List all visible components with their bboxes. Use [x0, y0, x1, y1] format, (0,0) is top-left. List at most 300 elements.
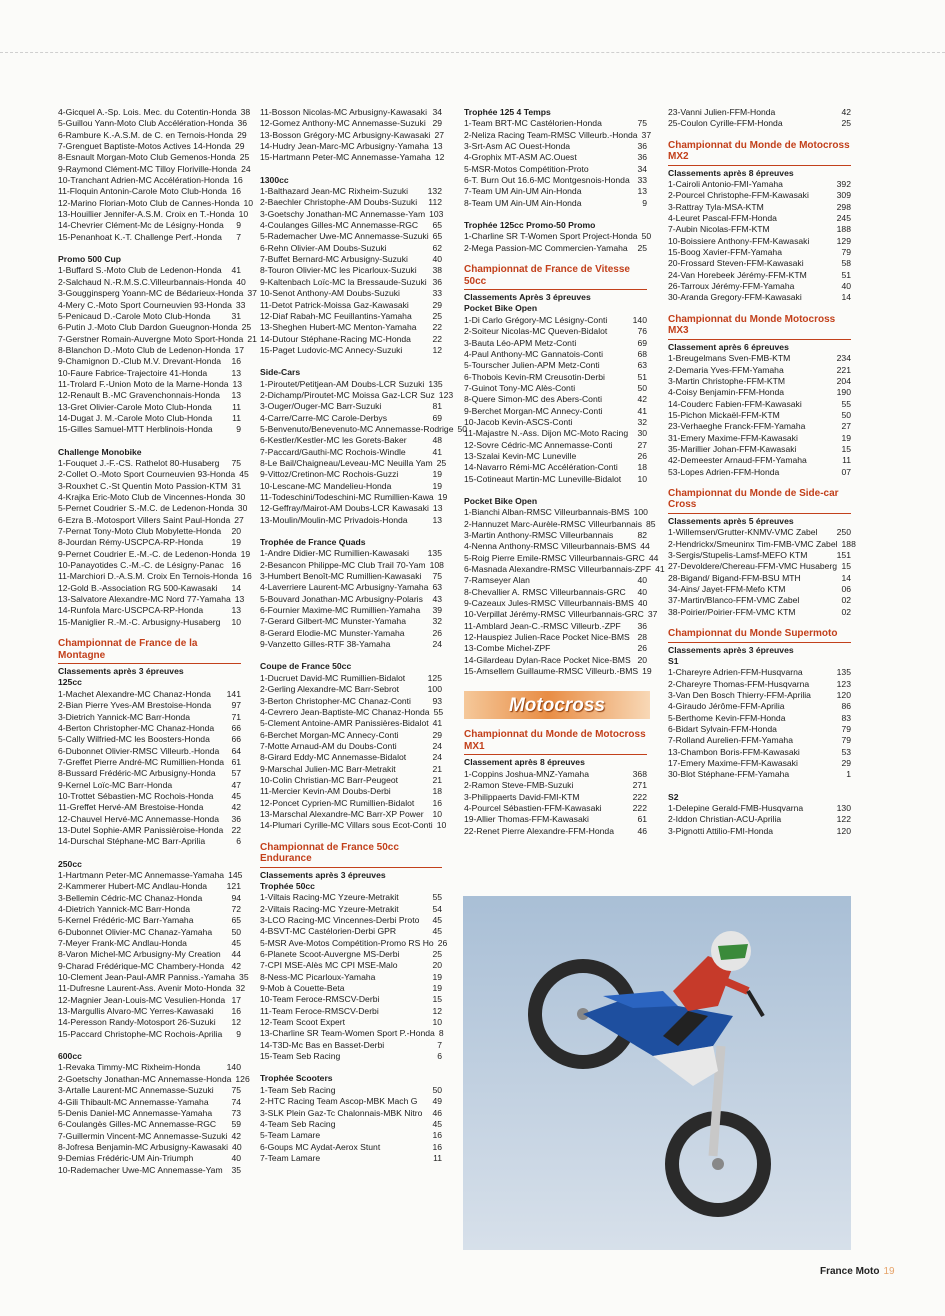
result-points: 46: [637, 825, 647, 836]
result-entry: 12-Sovre Cédric-MC Annemasse-Conti: [464, 439, 613, 450]
result-row: [668, 826, 851, 837]
class-heading: Pocket Bike Open: [464, 303, 538, 314]
result-entry: 4-Dietrich Yannick-MC Barr-Honda: [58, 904, 190, 914]
result-entry: 9-Mob à Couette-Beta: [260, 983, 345, 994]
result-row: [260, 457, 447, 469]
result-entry: 2-Iddon Christian-ACU-Aprilia: [668, 814, 782, 825]
result-points: 69: [637, 337, 647, 348]
result-row: [464, 803, 647, 814]
result-entry: 14-T3D-Mc Bas en Basset-Derbi: [260, 1039, 385, 1050]
result-row: [58, 746, 241, 757]
result-points: 100: [633, 507, 648, 518]
result-row: [58, 734, 241, 745]
result-entry: 7-Paccard/Gauthi-MC Rochois-Windle: [260, 446, 406, 457]
result-row: [260, 696, 442, 707]
result-entry: 9-Charad Frédérique-MC Chambery-Honda: [58, 960, 225, 971]
result-row: [260, 994, 442, 1005]
result-entry: 38-Poirier/Poirier-FFM-VMC KTM: [668, 606, 796, 617]
result-row: [58, 1062, 241, 1073]
result-entry: 2-Besancon Philippe-MC Club Trail 70-Yam: [260, 559, 426, 570]
result-row: [58, 1097, 241, 1108]
result-entry: 9-Vittoz/Cretinon-MC Rochois-Guzzi: [260, 469, 399, 480]
result-points: 29: [841, 757, 851, 768]
result-points: 57: [231, 768, 241, 779]
result-points: 13: [231, 390, 241, 401]
result-row: [260, 949, 442, 960]
result-points: 25: [241, 322, 252, 333]
result-row: [260, 254, 442, 265]
result-entry: 3-Humbert Benoît-MC Rumillien-Kawasaki: [260, 571, 422, 582]
result-entry: 15-Pichon Mickaël-FFM-KTM: [668, 409, 780, 420]
result-points: 40: [231, 1153, 241, 1164]
banner-label: Motocross: [508, 694, 606, 716]
result-entry: 2-Mega Passion-MC Commercien-Yamaha: [464, 242, 628, 253]
result-entry: 1-Bianchi Alban-RMSC Villeurbannais-BMS: [464, 507, 630, 518]
result-points: 112: [428, 197, 442, 208]
result-row: [668, 584, 851, 595]
result-row: [58, 129, 247, 141]
class-heading: 250cc: [58, 858, 82, 869]
result-entry: 23-Verhaeghe Franck-FFM-Yamaha: [668, 421, 806, 432]
result-points: 30: [235, 492, 246, 502]
result-points: 24: [432, 639, 442, 650]
result-points: 38: [432, 265, 442, 276]
result-points: 12: [231, 1017, 241, 1028]
result-entry: 2-Pourcel Christophe-FFM-Kawasaki: [668, 190, 809, 201]
result-row: [464, 349, 647, 360]
result-row: [260, 481, 442, 492]
result-entry: 1-Team Seb Racing: [260, 1084, 336, 1095]
result-entry: 2-Goetschy Jonathan-MC Annemasse-Honda: [58, 1073, 232, 1084]
result-row: [668, 258, 851, 269]
result-row: [668, 667, 851, 678]
result-entry: 6-T. Burn Out 16.6-MC Montgesnois-Honda: [464, 175, 630, 186]
result-entry: 4-Coulanges Gilles-MC Annemasse-RGC: [260, 220, 419, 231]
result-row: [260, 1119, 442, 1130]
result-points: 61: [637, 814, 647, 825]
result-entry: 8-Varon Michel-MC Arbusigny-My Creation: [58, 949, 221, 960]
result-points: 16: [432, 1141, 442, 1152]
result-row: [260, 809, 442, 820]
result-row: [260, 764, 442, 775]
result-row: [58, 689, 241, 700]
result-entry: 13-Sheghen Hubert-MC Menton-Yamaha: [260, 322, 417, 333]
result-entry: 3-Dietrich Yannick-MC Barr-Honda: [58, 711, 190, 722]
result-points: 392: [836, 179, 851, 190]
result-row: [668, 527, 851, 538]
result-points: 120: [836, 825, 851, 836]
result-row: [260, 288, 442, 299]
result-points: 7: [437, 1039, 442, 1050]
result-row: [260, 1006, 442, 1017]
result-entry: 2-Demaria Yves-FFM-Yamaha: [668, 364, 784, 375]
result-points: 59: [231, 1119, 241, 1130]
result-points: 34: [637, 163, 647, 174]
result-points: 61: [231, 756, 241, 767]
result-row: [58, 379, 241, 390]
result-entry: 5-Team Lamare: [260, 1130, 321, 1141]
result-row: [58, 514, 244, 526]
result-row: [58, 617, 241, 628]
result-points: 83: [841, 712, 851, 723]
result-entry: 15-Cotineaut Martin-MC Luneville-Bidalot: [464, 473, 622, 484]
result-row: [464, 326, 647, 337]
result-points: 13: [432, 503, 443, 514]
result-row: [260, 503, 442, 514]
result-points: 42: [841, 107, 851, 117]
result-row: [668, 679, 851, 690]
result-points: 85: [646, 518, 656, 529]
standings-note: Classements après 3 épreuves: [668, 644, 794, 655]
result-entry: 10-Trottet Sébastien-MC Rochois-Honda: [58, 790, 214, 801]
result-entry: 10-Panayotides C.-M.-C. de Lésigny-Panac: [58, 560, 224, 571]
result-row: [668, 353, 851, 364]
result-row: [464, 175, 647, 186]
result-entry: 1-Hartmann Peter-MC Annemasse-Yamaha: [58, 869, 225, 880]
result-points: 10: [637, 473, 647, 484]
result-points: 100: [427, 684, 442, 695]
result-points: 46: [432, 1107, 442, 1118]
result-points: 298: [836, 201, 851, 212]
result-row: [260, 983, 442, 994]
standings-note: Classements après 5 épreuves: [668, 515, 794, 526]
result-points: 11: [232, 412, 241, 423]
result-entry: 1-Delepine Gerald-FMB-Husqvarna: [668, 803, 804, 813]
result-row: [58, 814, 241, 825]
championship-title: Championnat du Monde de Motocross MX2: [668, 140, 851, 166]
result-points: 45: [231, 790, 241, 801]
championship-title: Championnat du Monde Motocross MX3: [668, 314, 851, 340]
result-entry: 6-Masnada Alexandre-RMSC Villeurbannais-ZPF: [464, 564, 652, 575]
result-row: [668, 735, 851, 746]
result-row: [668, 224, 851, 235]
class-heading: Side-Cars: [260, 367, 301, 378]
result-row: [464, 372, 647, 383]
result-entry: 1-Viltais Racing-MC Yzeure-Metrakit: [260, 892, 399, 903]
result-entry: 4-Leuret Pascal-FFM-Honda: [668, 213, 777, 224]
result-points: 44: [648, 552, 659, 563]
result-row: [260, 820, 447, 831]
result-points: 18: [637, 462, 647, 473]
results-list: [58, 1062, 250, 1175]
result-points: 63: [432, 582, 443, 593]
result-row: [58, 870, 241, 881]
result-entry: 30-Blot Stéphane-FFM-Yamaha: [668, 769, 790, 780]
result-entry: 4-Grophix MT-ASM AC.Ouest: [464, 152, 577, 163]
result-row: [464, 826, 647, 837]
result-points: 12: [432, 344, 442, 355]
result-entry: 9-Cazeaux Jules-RMSC Villeurbannais-BMS: [464, 598, 634, 609]
result-row: [260, 311, 442, 322]
result-row: [668, 433, 851, 444]
result-points: 135: [427, 548, 442, 559]
result-row: [58, 413, 241, 424]
result-entry: 3-Gougginsperg Yoann-MC de Bédarieux-Honda: [58, 288, 244, 299]
result-row: [260, 186, 442, 197]
result-row: [668, 769, 851, 780]
result-entry: 14-Plumari Cyrille-MC Villars sous Ecot-Conti: [260, 820, 433, 831]
result-entry: 7-Ramseyer Alan: [464, 575, 530, 586]
result-points: 51: [841, 269, 851, 280]
result-points: 11: [232, 401, 241, 412]
result-points: 29: [432, 299, 442, 310]
result-entry: 6-Planete Scoot-Auvergne MS-Derbi: [260, 949, 400, 960]
result-entry: 2-Hannuzet Marc-Aurèle-RMSC Villeurbannais: [464, 518, 642, 529]
result-entry: 4-Coisy Benjamin-FFM-Honda: [668, 387, 785, 398]
results-list: [260, 892, 448, 1062]
result-row: [260, 582, 442, 593]
result-row: [668, 690, 851, 701]
result-points: 6: [437, 1051, 442, 1062]
result-row: [260, 594, 442, 605]
results-list: [58, 107, 254, 243]
result-entry: 9-Marschal Julien-MC Barr-Metrakit: [260, 763, 396, 774]
result-entry: 1-Revaka Timmy-MC Rixheim-Honda: [58, 1062, 201, 1073]
result-points: 07: [841, 466, 851, 477]
result-entry: 2-Viltais Racing-MC Yzeure-Metrakit: [260, 903, 399, 914]
result-points: 27: [637, 439, 647, 450]
results-list: [58, 265, 257, 435]
result-row: [668, 213, 851, 224]
result-points: 25: [432, 310, 442, 321]
result-entry: 4-Krajka Eric-Moto Club de Vincennes-Honda: [58, 492, 232, 502]
result-points: 86: [841, 701, 851, 712]
result-row: [260, 277, 442, 288]
class-heading: 600cc: [58, 1051, 82, 1062]
result-points: 16: [242, 571, 252, 582]
result-points: 13: [432, 141, 443, 152]
result-entry: 14-Hudry Jean-Marc-MC Arbusigny-Yamaha: [260, 141, 429, 152]
result-row: [260, 926, 442, 937]
result-entry: 3-Van Den Bosch Thierry-FFM-Aprilia: [668, 689, 811, 700]
class-heading: S1: [668, 655, 679, 666]
result-points: 58: [841, 258, 851, 269]
result-entry: 5-MSR Ave-Motos Compétition-Promo RS Ho: [260, 937, 434, 948]
results-list: [58, 457, 252, 628]
result-points: 9: [236, 220, 241, 231]
page-number: 19: [883, 1266, 895, 1277]
result-row: [668, 190, 851, 201]
result-row: [58, 458, 241, 469]
result-entry: 3-Philippaerts David-FMI-KTM: [464, 791, 580, 802]
result-points: 24: [432, 740, 442, 751]
result-row: [260, 322, 442, 333]
result-points: 21: [247, 333, 257, 344]
result-points: 19: [432, 971, 442, 982]
results-list: [668, 527, 856, 618]
result-row: [260, 231, 442, 242]
result-row: [464, 417, 647, 428]
result-points: 21: [432, 774, 442, 785]
result-points: 11: [433, 1152, 442, 1163]
result-entry: 5-Berthome Kevin-FFM-Honda: [668, 712, 786, 723]
result-points: 13: [234, 594, 245, 605]
result-points: 75: [432, 571, 442, 582]
result-row: [260, 1051, 442, 1062]
results-list: [260, 107, 445, 164]
result-points: 188: [836, 224, 851, 235]
result-row: [464, 152, 647, 163]
result-entry: 13-Marschal Alexandre-MC Barr-XP Power: [260, 808, 424, 819]
result-row: [260, 560, 442, 571]
result-entry: 13-Charline SR Team-Women Sport P.-Honda: [260, 1028, 435, 1039]
result-entry: 27-Devoldere/Chereau-FFM-VMC Husaberg: [668, 561, 838, 572]
result-points: 50: [457, 423, 468, 434]
result-entry: 13-Dutel Sophie-AMR Panissièroise-Honda: [58, 824, 224, 835]
result-row: [58, 197, 254, 209]
result-points: 25: [841, 118, 851, 129]
result-points: 45: [239, 469, 249, 480]
result-entry: 3-Bauta Léo-APM Metz-Conti: [464, 337, 577, 348]
result-row: [58, 915, 241, 926]
result-entry: 30-Aranda Gregory-FFM-Kawasaki: [668, 292, 802, 303]
result-points: 54: [432, 903, 442, 914]
result-row: [260, 118, 442, 129]
result-row: [260, 628, 442, 639]
result-row: [668, 573, 851, 584]
result-entry: 5-Penicaud D.-Carole Moto Club-Honda: [58, 310, 211, 321]
result-row: [260, 1028, 442, 1039]
result-entry: 1-Andre Didier-MC Rumillien-Kawasaki: [260, 548, 410, 559]
result-row: [58, 107, 251, 118]
result-points: 72: [231, 904, 241, 914]
result-entry: 9-Chamignon D.-Club M.V. Drevant-Honda: [58, 356, 222, 367]
result-entry: 5-Denis Daniel-MC Annemasse-Yamaha: [58, 1107, 213, 1118]
result-points: 126: [235, 1073, 250, 1084]
result-row: [668, 399, 851, 410]
result-points: 40: [637, 598, 648, 609]
result-row: [668, 387, 851, 398]
result-points: 19: [231, 537, 241, 548]
result-entry: 11-Mercier Kevin-AM Doubs-Derbi: [260, 786, 391, 797]
result-points: 94: [231, 892, 241, 903]
result-entry: 26-Tarroux Jérémy-FFM-Yamaha: [668, 281, 795, 292]
result-points: 36: [432, 276, 442, 287]
result-points: 53: [841, 746, 851, 757]
result-points: 36: [637, 141, 647, 152]
result-row: [668, 107, 851, 118]
result-points: 120: [836, 689, 851, 700]
result-row: [464, 507, 647, 518]
result-entry: 6-Thobois Kevin-RM Creusotin-Derbi: [464, 371, 605, 382]
result-row: [668, 236, 851, 247]
result-entry: 6-Dubonnet Olivier-RMSC Villeurb.-Honda: [58, 745, 220, 756]
result-entry: 4-Laverriere Laurent-MC Arbusigny-Yamaha: [260, 582, 429, 593]
result-points: 19: [642, 666, 652, 677]
result-row: [58, 548, 251, 560]
result-points: 15: [432, 994, 442, 1005]
result-points: 41: [655, 564, 665, 575]
result-points: 93: [432, 695, 442, 706]
result-entry: 15-Amsellem Guillaume-RMSC Villeurb.-BMS: [464, 666, 639, 677]
result-entry: 3-Srt-Asm AC Ouest-Honda: [464, 141, 571, 152]
result-points: 19: [841, 432, 851, 443]
result-row: [464, 198, 647, 209]
result-row: [668, 607, 851, 618]
result-entry: 4-Pourcel Sébastien-FFM-Kawasaki: [464, 802, 602, 813]
result-points: 50: [432, 1084, 442, 1095]
result-entry: 5-Cally Wilfried-MC les Boosters-Honda: [58, 734, 210, 745]
result-points: 40: [232, 1141, 242, 1152]
class-heading: 1300cc: [260, 174, 289, 185]
page-footer: [820, 1266, 895, 1277]
result-entry: 1-Willemsen/Grutter-KNMV-VMC Zabel: [668, 527, 818, 538]
result-entry: 11-Team Feroce-RMSCV-Derbi: [260, 1005, 379, 1016]
result-row: [464, 609, 658, 620]
results-list: [668, 803, 851, 837]
result-points: 40: [841, 281, 851, 292]
result-entry: 7-Buffet Bernard-MC Arbusigny-Suzuki: [260, 254, 408, 265]
result-entry: 8-Le Bail/Chaigneau/Leveau-MC Neuilla Yam: [260, 457, 433, 468]
result-row: [58, 961, 241, 972]
result-entry: 8-Esnault Morgan-Moto Club Gemenos-Honda: [58, 152, 236, 163]
result-row: [260, 345, 442, 356]
class-heading: Pocket Bike Open: [464, 495, 538, 506]
result-points: 25: [436, 457, 447, 468]
result-row: [464, 462, 647, 473]
result-entry: 10-Jacob Kevin-ASCS-Conti: [464, 416, 573, 427]
result-points: 140: [226, 1062, 241, 1073]
result-points: 123: [438, 389, 454, 400]
result-entry: 14-Runfola Marc-USCPCA-RP-Honda: [58, 605, 204, 616]
result-row: [464, 338, 647, 349]
result-entry: 9-Kaltenbach Loïc-MC la Bressaude-Suzuki: [260, 276, 427, 287]
result-points: 19: [432, 469, 442, 480]
result-points: 63: [637, 360, 647, 371]
result-entry: 13-Moulin/Moulin-MC Privadois-Honda: [260, 514, 408, 525]
result-entry: 42-Demeester Arnaud-FFM-Yamaha: [668, 455, 807, 466]
result-points: 37: [247, 288, 257, 299]
result-points: 25: [239, 152, 250, 163]
result-entry: 12-Geffray/Mairot-AM Doubs-LCR Kawasaki: [260, 503, 429, 514]
result-entry: 11-Greffet Hervé-AM Brestoise-Honda: [58, 802, 204, 813]
result-row: [58, 927, 241, 938]
result-entry: 12-Diaf Rabah-MC Feuillantins-Yamaha: [260, 310, 412, 321]
result-points: 222: [632, 791, 647, 802]
result-points: 42: [231, 960, 241, 971]
result-row: [260, 141, 442, 152]
result-row: [668, 701, 851, 712]
result-entry: 8-Girard Eddy-MC Annemasse-Bidalot: [260, 752, 407, 763]
result-entry: 5-Pernet Coudrier S.-M.C. de Ledenon-Honda: [58, 503, 234, 514]
result-row: [464, 394, 647, 405]
result-row: [260, 389, 454, 401]
result-points: 29: [432, 729, 442, 740]
result-row: [58, 265, 241, 276]
result-points: 26: [637, 643, 647, 654]
result-row: [58, 402, 241, 413]
results-list: [464, 231, 652, 254]
result-row: [260, 798, 442, 809]
result-row: [58, 571, 252, 582]
result-points: 36: [237, 118, 248, 129]
result-row: [58, 757, 241, 768]
result-row: [260, 152, 445, 163]
result-entry: 2-Collet O.-Moto Sport Courneuvien 93-Honda: [58, 469, 236, 480]
result-points: 32: [432, 616, 442, 627]
result-points: 132: [427, 186, 442, 197]
result-points: 50: [841, 409, 851, 420]
results-list: [260, 548, 442, 650]
result-entry: 3-Berton Christopher-MC Chanaz-Conti: [260, 695, 411, 706]
result-row: [58, 526, 241, 537]
result-points: 02: [841, 595, 851, 606]
results-list: [668, 353, 851, 478]
result-row: [464, 530, 647, 541]
result-entry: 7-Motte Arnaud-AM du Doubs-Conti: [260, 740, 397, 751]
result-row: [58, 503, 248, 514]
result-row: [464, 360, 647, 371]
